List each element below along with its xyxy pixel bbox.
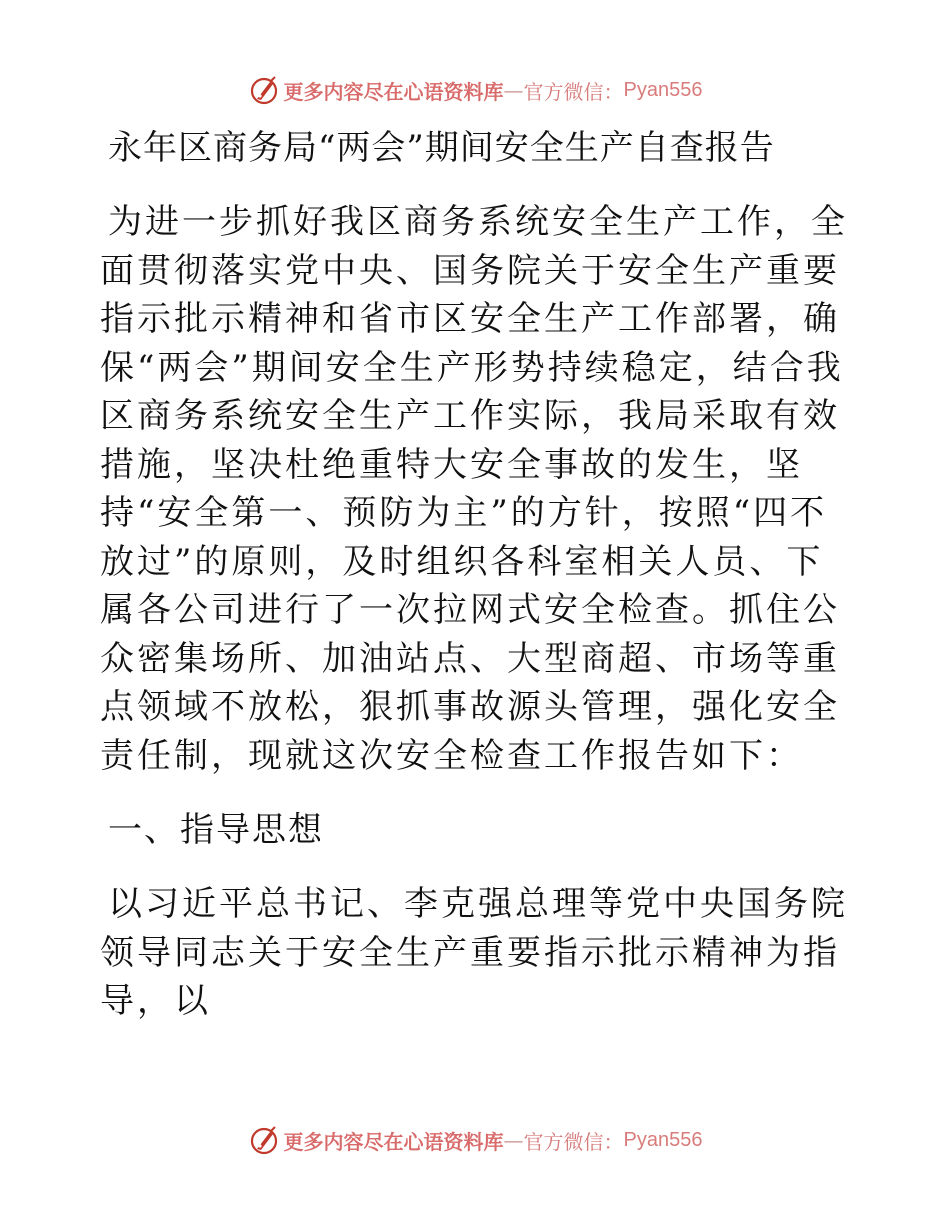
- watermark-banner-bottom: [0, 1120, 950, 1160]
- document-title: 永年区商务局“两会”期间安全生产自查报告: [108, 128, 775, 168]
- watermark-official-label: 官方微信：: [523, 1129, 624, 1154]
- watermark-wechat-id: Pyan556: [623, 78, 703, 101]
- quill-pen-logo-icon: [248, 1124, 280, 1156]
- guiding-ideology-paragraph: 以习近平总书记、李克强总理等党中央国务院领导同志关于安全生产重要指示批示精神为指导，以: [100, 884, 848, 1021]
- intro-paragraph: 为进一步抓好我区商务系统安全生产工作，全面贯彻落实党中央、国务院关于安全生产重要指示批示精神和省市区安全生产工作部署，确保“两会”期间安全生产形势持续稳定，结合我区商务系统安全生产工作实际，我局采取有效措施，坚决杜绝重特大安全事故的发生，坚持“安全第一、预防为主”的方针，按照“四不放过”的原则，及时组织各科室相关人员、下属各公司进行了一次拉网式安全检查。抓住公众密集场所、加油站点、大型商超、市场等重点领域不放松，狠抓事故源头管理，强化安全责任制，现就这次安全检查工作报告如下：: [100, 202, 848, 776]
- watermark-brand-text: 更多内容尽在心语资料库: [283, 1129, 504, 1154]
- watermark-separator: —: [503, 1128, 524, 1152]
- watermark-separator: —: [503, 78, 524, 102]
- document-body: [100, 124, 860, 1026]
- section-heading-guiding-ideology: 一、指导思想: [108, 810, 324, 850]
- quill-pen-logo-icon: [248, 74, 280, 106]
- watermark-brand-text: 更多内容尽在心语资料库: [283, 79, 504, 104]
- watermark-wechat-id: Pyan556: [623, 1128, 703, 1151]
- watermark-banner-top: [0, 70, 950, 110]
- watermark-official-label: 官方微信：: [523, 79, 624, 104]
